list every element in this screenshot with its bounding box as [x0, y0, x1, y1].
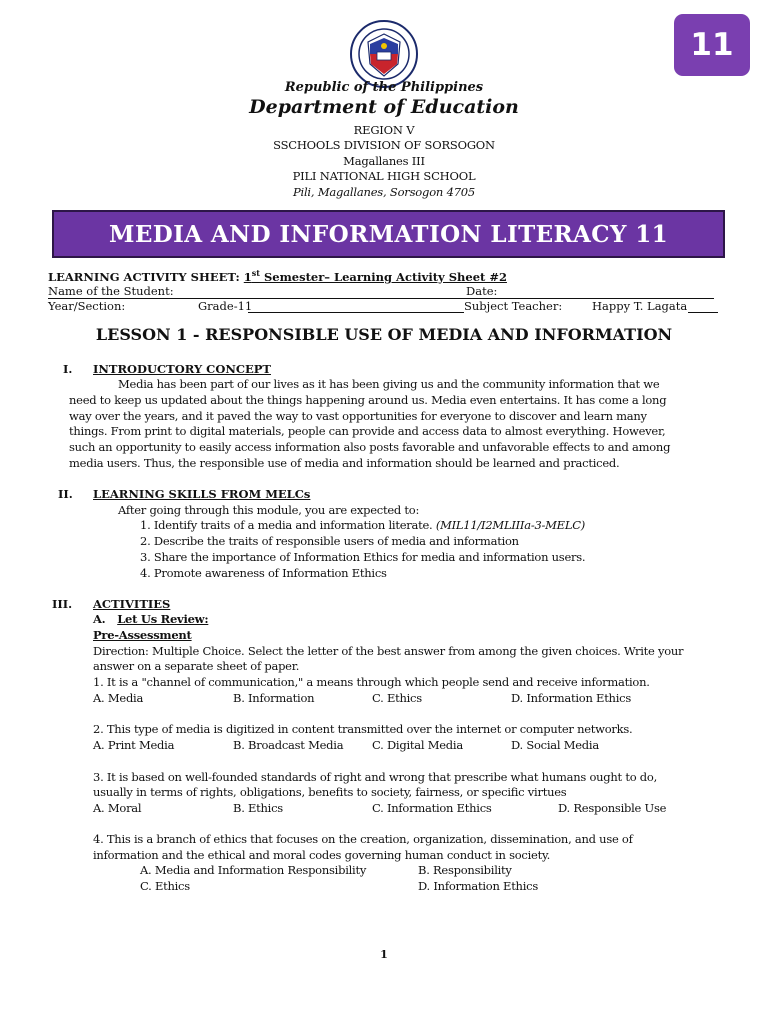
activity-value-text: Semester– Learning Activity Sheet #2 — [259, 269, 507, 284]
student-name-row — [48, 284, 714, 299]
section-1-number: I. — [63, 362, 73, 376]
address-line: Pili, Magallanes, Sorsogon 4705 — [292, 185, 476, 199]
intro-line-1: Media has been part of our lives as it has been giving us and the community information that we — [118, 377, 660, 391]
section-1-title: INTRODUCTORY CONCEPT — [93, 362, 271, 376]
year-section-value[interactable]: Grade-11 — [198, 299, 253, 313]
intro-line-3: way over the years, and it paved the way to vast opportunities for everyone to discover and learn many — [69, 409, 647, 423]
q4-choice-b[interactable]: B. Responsibility — [418, 863, 512, 877]
review-letter: A. — [93, 612, 106, 626]
student-name-label[interactable]: Name of the Student: — [48, 284, 174, 298]
q1-choice-c[interactable]: C. Ethics — [372, 691, 422, 705]
intro-line-4: things. From print to digital materials, people can provide and access data to almost everything. However, — [69, 424, 666, 438]
deped-seal-icon — [350, 20, 418, 88]
activity-sheet-line — [48, 268, 507, 284]
date-label[interactable]: Date: — [466, 284, 498, 298]
year-section-blank — [248, 312, 464, 313]
teacher-blank — [688, 312, 718, 313]
region-line: REGION V — [353, 123, 415, 137]
melc-item-3: 3. Share the importance of Information Ethics for media and information users. — [140, 550, 586, 564]
year-section-label: Year/Section: — [48, 299, 126, 313]
direction-line-1: Direction: Multiple Choice. Select the letter of the best answer from among the given choices. Write your — [93, 644, 684, 658]
intro-line-5: such an opportunity to easily access information also posts favorable and unfavorable effects to and among — [69, 440, 671, 454]
question-3-line-2: usually in terms of rights, obligations, benefits to society, fairness, or specific virtues — [93, 785, 567, 799]
melc-item-1-text: 1. Identify traits of a media and information literate. — [140, 518, 433, 532]
republic-heading: Republic of the Philippines — [284, 80, 484, 95]
question-2: 2. This type of media is digitized in content transmitted over the internet or computer networks. — [93, 722, 633, 736]
subject-teacher-label: Subject Teacher: — [464, 299, 563, 313]
subject-title: MEDIA AND INFORMATION LITERACY 11 — [108, 220, 669, 248]
q4-choice-d[interactable]: D. Information Ethics — [418, 879, 538, 893]
intro-line-6: media users. Thus, the responsible use of media and information should be learned and practiced. — [69, 456, 620, 470]
district-line: Magallanes III — [343, 154, 425, 168]
q3-choice-a[interactable]: A. Moral — [93, 801, 142, 815]
melc-item-1 — [140, 518, 585, 534]
intro-line-2: need to keep us updated about the things happening around us. Media even entertains. It has come a long — [69, 393, 667, 407]
section-3-number: III. — [52, 597, 73, 611]
q4-choice-c[interactable]: C. Ethics — [140, 879, 190, 893]
q2-choice-d[interactable]: D. Social Media — [511, 738, 599, 752]
review-title: Let Us Review: — [117, 612, 209, 626]
lesson-title: LESSON 1 - RESPONSIBLE USE OF MEDIA AND INFORMATION — [95, 325, 673, 344]
q3-choice-c[interactable]: C. Information Ethics — [372, 801, 492, 815]
question-4-line-1: 4. This is a branch of ethics that focuses on the creation, organization, dissemination, and use of — [93, 832, 633, 846]
melc-item-4: 4. Promote awareness of Information Ethics — [140, 566, 387, 580]
q2-choice-b[interactable]: B. Broadcast Media — [233, 738, 344, 752]
question-1: 1. It is a "channel of communication," a means through which people send and receive information. — [93, 675, 650, 689]
q1-choice-a[interactable]: A. Media — [93, 691, 144, 705]
q1-choice-b[interactable]: B. Information — [233, 691, 315, 705]
pre-assessment-heading: Pre-Assessment — [93, 628, 192, 642]
review-subsection — [93, 612, 208, 628]
section-2-number: II. — [58, 487, 73, 501]
q2-choice-a[interactable]: A. Print Media — [93, 738, 175, 752]
division-line: SSCHOOLS DIVISION OF SORSOGON — [273, 138, 495, 152]
q1-choice-d[interactable]: D. Information Ethics — [511, 691, 631, 705]
department-heading: Department of Education — [249, 96, 519, 118]
q4-choice-a[interactable]: A. Media and Information Responsibility — [140, 863, 367, 877]
year-section-row — [48, 299, 718, 314]
page-number: 1 — [380, 948, 388, 961]
subject-banner — [52, 210, 725, 258]
question-3-line-1: 3. It is based on well-founded standards of right and wrong that prescribe what humans ought to do, — [93, 770, 657, 784]
direction-line-2: answer on a separate sheet of paper. — [93, 659, 300, 673]
activity-ordinal: 1 — [243, 269, 252, 284]
subject-teacher-value[interactable]: Happy T. Lagata — [592, 299, 688, 313]
melc-item-2: 2. Describe the traits of responsible users of media and information — [140, 534, 519, 548]
grade-badge: 11 — [674, 14, 750, 76]
q3-choice-d[interactable]: D. Responsible Use — [558, 801, 667, 815]
section-2-title: LEARNING SKILLS FROM MELCs — [93, 487, 311, 501]
activity-ordinal-sup: st — [251, 268, 260, 278]
melc-intro: After going through this module, you are expected to: — [118, 503, 420, 517]
section-3-title: ACTIVITIES — [93, 597, 171, 611]
q3-choice-b[interactable]: B. Ethics — [233, 801, 283, 815]
question-4-line-2: information and the ethical and moral codes governing human conduct in society. — [93, 848, 551, 862]
school-line: PILI NATIONAL HIGH SCHOOL — [292, 169, 476, 183]
q2-choice-c[interactable]: C. Digital Media — [372, 738, 463, 752]
activity-value — [244, 270, 507, 284]
melc-code: (MIL11/I2MLIIIa-3-MELC) — [435, 518, 585, 532]
activity-label: LEARNING ACTIVITY SHEET: — [48, 269, 240, 284]
